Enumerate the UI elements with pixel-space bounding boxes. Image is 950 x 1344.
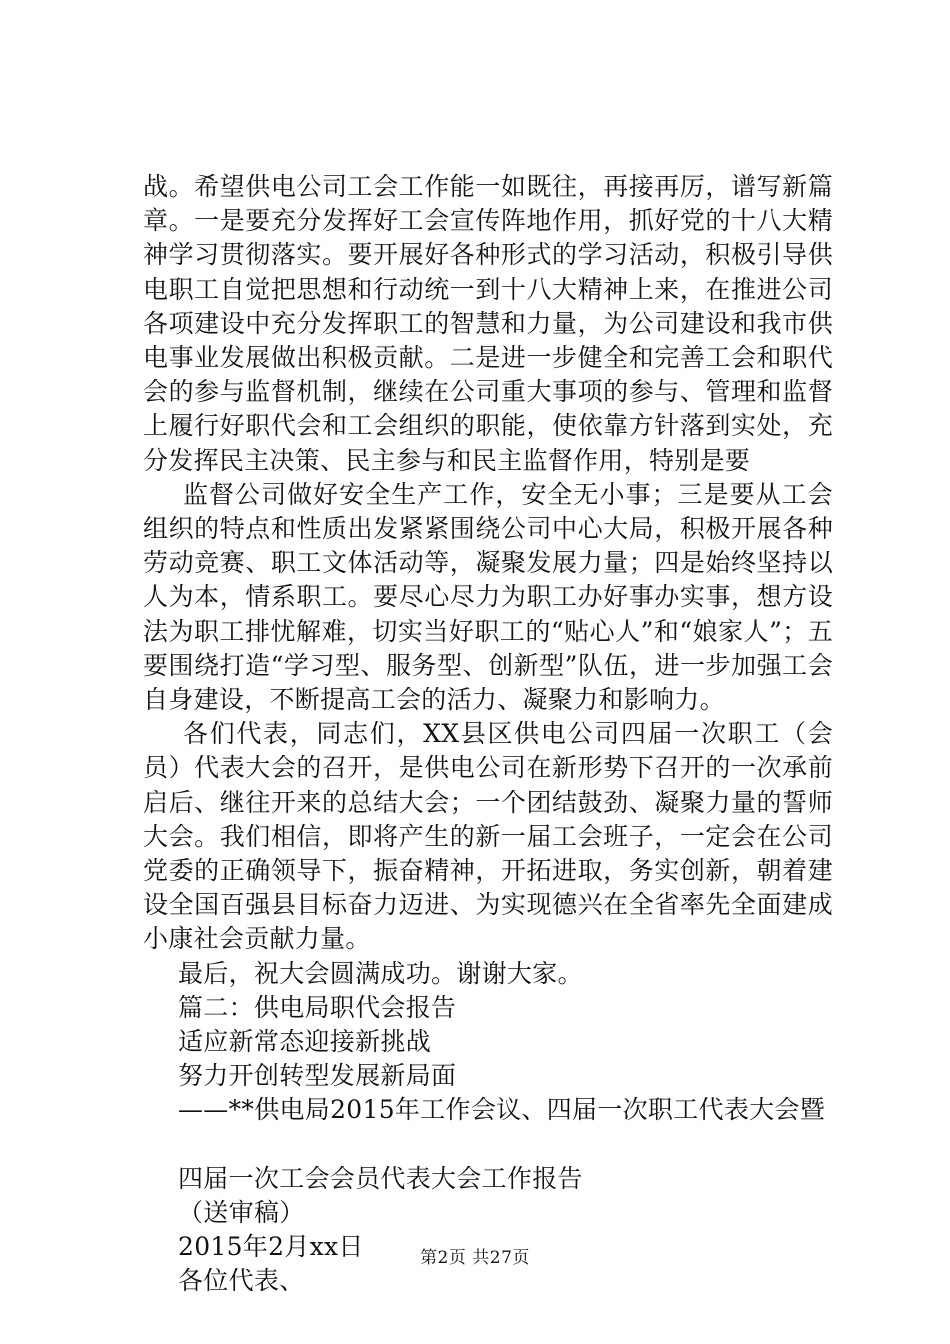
paragraph-representatives: 各们代表，同志们，XX县区供电公司四届一次职工（会员）代表大会的召开，是供电公司在新形势下召开的一次承前启后、继往开来的总结大会；一个团结鼓劲、凝聚力量的誓师大会。我们相信，即将产生的新一届工会班子，一定会在公司党委的正确领导下，振奋精神，开拓进取，务实创新，朝着建设全国百强县目标奋力迈进、为实现德兴在全省率先全面建成小康社会贡献力量。 <box>143 719 833 954</box>
report-title-line-1: 适应新常态迎接新挑战 <box>178 1027 432 1057</box>
draft-label: （送审稿） <box>178 1197 305 1227</box>
document-body <box>143 170 833 1299</box>
blank-line <box>143 1128 833 1162</box>
report-subtitle: ——**供电局2015年工作会议、四届一次职工代表大会暨 <box>178 1095 826 1125</box>
chapter-heading: 篇二：供电局职代会报告 <box>178 992 457 1022</box>
report-subtitle-continued: 四届一次工会会员代表大会工作报告 <box>178 1163 583 1193</box>
page-footer <box>0 1243 950 1268</box>
greeting-line: 各位代表、 <box>178 1266 305 1296</box>
paragraph-continuation: 战。希望供电公司工会工作能一如既往，再接再厉，谱写新篇章。一是要充分发挥好工会宣传阵地作用，抓好党的十八大精神学习贯彻落实。要开展好各种形式的学习活动，积极引导供电职工自觉把思想和行动统一到十八大精神上来，在推进公司各项建设中充分发挥职工的智慧和力量，为公司建设和我市供电事业发展做出积极贡献。二是进一步健全和完善工会和职代会的参与监督机制，继续在公司重大事项的参与、管理和监督上履行好职代会和工会组织的职能，使依靠方针落到实处，充分发挥民主决策、民主参与和民主监督作用，特别是要 <box>143 172 833 475</box>
closing-line: 最后，祝大会圆满成功。谢谢大家。 <box>178 958 583 988</box>
paragraph-supervision: 监督公司做好安全生产工作，安全无小事；三是要从工会组织的特点和性质出发紧紧围绕公司中心大局，积极开展各种劳动竞赛、职工文体活动等，凝聚发展力量；四是始终坚持以人为本，情系职工。要尽心尽力为职工办好事办实事，想方设法为职工排忧解难，切实当好职工的“贴心人”和“娘家人”；五要围绕打造“学习型、服务型、创新型”队伍，进一步加强工会自身建设，不断提高工会的活力、凝聚力和影响力。 <box>143 479 833 715</box>
page-number: 第2页 共27页 <box>420 1248 530 1268</box>
report-date: 2015年2月xx日 <box>178 1232 364 1262</box>
report-title-line-2: 努力开创转型发展新局面 <box>178 1061 457 1091</box>
